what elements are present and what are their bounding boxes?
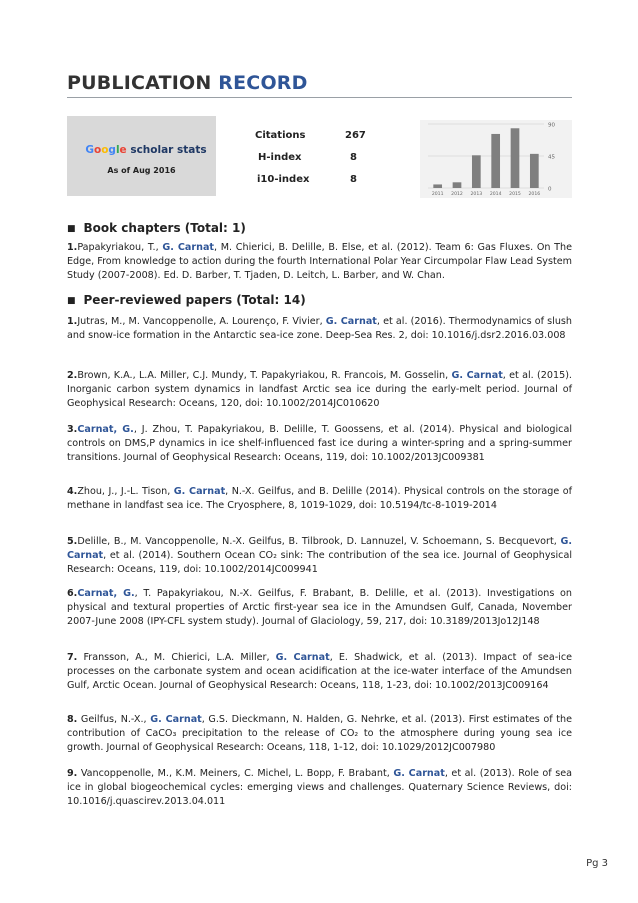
scholar-heading-suffix: scholar stats [126, 144, 207, 156]
google-letter: o [93, 144, 102, 156]
entry-authors: Geilfus, N.-X., [77, 714, 151, 725]
paper-entry [67, 485, 572, 513]
book-chapters-heading [67, 221, 246, 235]
entry-highlight-name: Carnat, G. [77, 424, 134, 435]
scholar-stats-panel [67, 116, 572, 196]
entry-text: , E. Shadwick, et al. (2013). Impact of sea-ice processes on the carbonate system and ocean acidification at the ice-water interface of the Amundsen Gulf, Arctic Ocean. Journal of Geophysical Research: Oceans, 118, 1-23, doi: 10.1002/2013JC009164 [67, 652, 573, 691]
entry-text: , N.-X. Geilfus, and B. Delille (2014). Physical controls on the storage of methane in landfast sea ice. The Cryosphere, 8, 1019-1029, doi: 10.5194/tc-8-1019-2014 [67, 486, 572, 511]
entry-number: 1. [67, 242, 78, 253]
metric-row [225, 152, 401, 166]
metric-row [225, 130, 401, 144]
google-letter: l [115, 144, 120, 156]
metric-label: i10-index [257, 174, 310, 185]
entry-highlight-name: G. Carnat [393, 768, 445, 779]
entry-number: 7. [67, 652, 78, 663]
entry-text: , T. Papakyriakou, N.-X. Geilfus, F. Brabant, B. Delille, et al. (2013). Investigations on physical and textural properties of Arctic first-year sea ice in the Amundsen Gulf, Canada, November 2007-June 2008 (IPY-CFL system study). Journal of Glaciology, 59, 217, doi: 10.3189/2013Jo12J148 [67, 588, 573, 627]
paper-entry [67, 369, 572, 411]
title-part2: RECORD [218, 72, 308, 94]
y-tick-label: 0 [548, 186, 552, 193]
entry-authors: Jutras, M., M. Vancoppenolle, A. Lourenço, F. Vivier, [77, 316, 326, 327]
paper-entry [67, 713, 572, 755]
entry-authors: Brown, K.A., L.A. Miller, C.J. Mundy, T. Papakyriakou, R. Francois, M. Gosselin, [77, 370, 452, 381]
chart-bar [491, 134, 500, 188]
paper-entry [67, 315, 572, 343]
paper-entry [67, 423, 572, 465]
google-letter: G [85, 144, 94, 156]
page-number: Pg 3 [586, 858, 608, 869]
entry-highlight-name: G. Carnat [325, 316, 377, 327]
entry-text: , J. Zhou, T. Papakyriakou, B. Delille, T. Goossens, et al. (2014). Physical and biological controls on DMS,P dynamics in ice shelf-influenced fast ice during a winter-spring and a spring-summer transitions. Journal of Geophysical Research: Oceans, 119, doi: 10.1002/2013JC009381 [67, 424, 572, 463]
y-tick-label: 45 [548, 154, 555, 161]
peer-reviewed-label: Peer-reviewed papers (Total: 14) [83, 293, 306, 307]
entry-text: , G.S. Dieckmann, N. Halden, G. Nehrke, et al. (2013). First estimates of the contribution of CaCO₃ precipitation to the release of CO₂ to the atmosphere during young sea ice growth. Journal of Geophysical Research: Oceans, 118, 1-12, doi: 10.1029/2012JC007980 [67, 714, 572, 753]
as-of-date: As of Aug 2016 [107, 166, 176, 175]
entry-number: 4. [67, 486, 78, 497]
title-part1: PUBLICATION [67, 72, 212, 94]
metric-value: 8 [350, 174, 357, 185]
metric-value: 267 [345, 130, 366, 141]
entry-number: 9. [67, 768, 78, 779]
paper-entry [67, 587, 572, 629]
entry-authors: Fransson, A., M. Chierici, L.A. Miller, [77, 652, 276, 663]
entry-authors: Zhou, J., J.-L. Tison, [77, 486, 174, 497]
citations-chart-svg [420, 120, 572, 198]
entry-number: 8. [67, 714, 78, 725]
entry-number: 1. [67, 316, 78, 327]
chart-bar [453, 182, 462, 188]
book-chapters-label: Book chapters (Total: 1) [83, 221, 246, 235]
metric-label: H-index [258, 152, 302, 163]
citations-chart [420, 120, 572, 198]
entry-number: 2. [67, 370, 78, 381]
x-tick-label: 2014 [489, 192, 502, 197]
entry-authors: Papakyriakou, T., [77, 242, 163, 253]
entry-text: , M. Chierici, B. Delille, B. Else, et al. (2012). Team 6: Gas Fluxes. On The Edge, From knowledge to action during the fourth International Polar Year Circumpolar Flaw Lead System Study (2007-2008). Ed. D. Barber, T. Tjaden, D. Leitch, L. Barber, and W. Chan. [67, 242, 573, 281]
chart-bar [472, 155, 481, 188]
x-tick-label: 2015 [509, 192, 521, 197]
entry-highlight-name: G. Carnat [173, 486, 226, 497]
entry-highlight-name: G. Carnat [451, 370, 503, 381]
title-divider [67, 97, 572, 98]
entry-text: , et al. (2014). Southern Ocean CO₂ sink: The contribution of the sea ice. Journal of Geophysical Research: Oceans, 119, doi: 10.1002/2014JC009941 [67, 550, 572, 575]
page-title [67, 72, 308, 94]
entry-highlight-name: G. Carnat [150, 714, 202, 725]
google-letter: g [108, 144, 116, 156]
entry-text: , et al. (2013). Role of sea ice in global biogeochemical cycles: emerging views and challenges. Quaternary Science Reviews, doi: 10.1016/j.quascirev.2013.04.011 [67, 768, 572, 807]
metric-value: 8 [350, 152, 357, 163]
x-tick-label: 2013 [470, 192, 483, 197]
paper-entry [67, 535, 572, 577]
x-tick-label: 2016 [528, 192, 541, 197]
metric-label: Citations [255, 130, 306, 141]
x-tick-label: 2012 [451, 192, 463, 197]
google-letter: o [101, 144, 109, 156]
peer-reviewed-heading [67, 293, 306, 307]
entry-text: , et al. (2015). Inorganic carbon system dynamics in landfast Arctic sea ice during the early-melt period. Journal of Geophysical Research: Oceans, 120, doi: 10.1002/2014JC010620 [67, 370, 572, 409]
entry-number: 3. [67, 424, 78, 435]
entry-highlight-name: Carnat, G. [77, 588, 135, 599]
bullet-icon: ■ [67, 224, 76, 234]
book-chapter-entry [67, 241, 572, 283]
chart-bar [433, 184, 442, 188]
entry-highlight-name: G. Carnat [162, 242, 215, 253]
paper-entry [67, 767, 572, 809]
entry-authors: Delille, B., M. Vancoppenolle, N.-X. Geilfus, B. Tilbrook, D. Lannuzel, V. Schoemann, S. Becquevort, [77, 536, 561, 547]
entry-highlight-name: G. Carnat [67, 536, 572, 561]
scholar-summary-box [67, 116, 216, 196]
entry-number: 5. [67, 536, 78, 547]
chart-bar [511, 128, 520, 188]
x-tick-label: 2011 [431, 192, 444, 197]
entry-number: 6. [67, 588, 78, 599]
scholar-heading [77, 144, 215, 156]
paper-entry [67, 651, 572, 693]
entry-highlight-name: G. Carnat [275, 652, 330, 663]
bullet-icon: ■ [67, 296, 76, 306]
y-tick-label: 90 [548, 122, 555, 129]
entry-text: , et al. (2016). Thermodynamics of slush and snow-ice formation in the Antarctic sea-ice zone. Deep-Sea Res. 2, doi: 10.1016/j.dsr2.2016.03.008 [67, 316, 572, 341]
chart-bar [530, 154, 539, 188]
metric-row [225, 174, 401, 188]
entry-authors: Vancoppenolle, M., K.M. Meiners, C. Michel, L. Bopp, F. Brabant, [77, 768, 394, 779]
google-letter: e [119, 144, 127, 156]
